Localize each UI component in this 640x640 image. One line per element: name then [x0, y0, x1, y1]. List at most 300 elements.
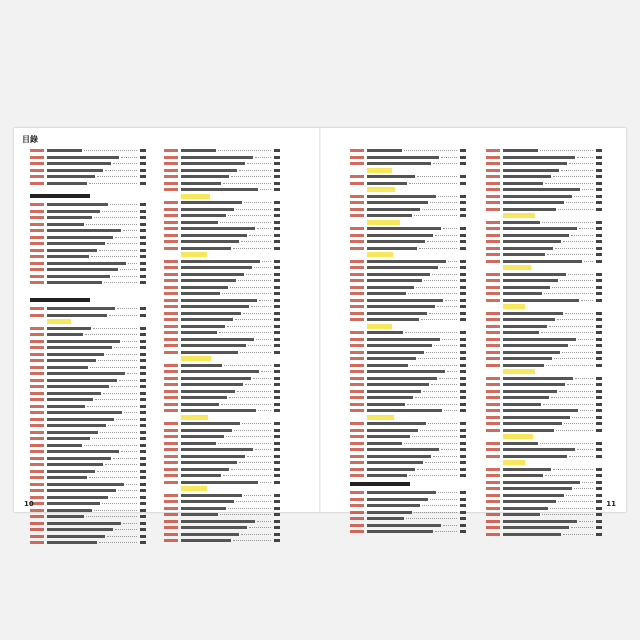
entry-number [350, 429, 364, 432]
entry-page [140, 515, 146, 518]
entry-text-placeholder [503, 474, 543, 477]
entry-text-placeholder [181, 338, 254, 341]
entry-text-placeholder [181, 486, 207, 491]
entry-number [486, 390, 500, 393]
entry-number [350, 435, 364, 438]
entry-page [140, 353, 146, 356]
entry-page [274, 500, 280, 503]
entry-text-placeholder [47, 379, 117, 382]
entry-text-placeholder [181, 403, 219, 406]
entry-text-placeholder [367, 474, 407, 477]
toc-entry [350, 298, 466, 303]
dot-leader [570, 345, 593, 347]
dot-leader [562, 352, 593, 354]
entry-page [140, 169, 146, 172]
entry-page [274, 390, 280, 393]
entry-page [596, 325, 602, 328]
toc-entry [30, 534, 146, 539]
entry-page [460, 442, 466, 445]
entry-text-placeholder [367, 504, 420, 507]
entry-page [140, 262, 146, 265]
toc-entry [164, 265, 280, 270]
toc-entry [164, 187, 280, 192]
entry-number [486, 162, 500, 165]
dot-leader [91, 256, 137, 258]
entry-text-placeholder [30, 194, 90, 198]
entry-text-placeholder [367, 448, 439, 451]
entry-text-placeholder [181, 292, 220, 295]
entry-number [30, 262, 44, 265]
entry-page [460, 409, 466, 412]
toc-entry [164, 337, 280, 342]
entry-page [596, 390, 602, 393]
toc-entry [30, 261, 146, 266]
dot-leader [249, 235, 271, 237]
entry-text-placeholder [367, 273, 430, 276]
entry-text-placeholder [503, 304, 525, 309]
entry-number [30, 242, 44, 245]
entry-number [30, 149, 44, 152]
entry-page [140, 203, 146, 206]
toc-entry [350, 473, 466, 478]
dot-leader [432, 274, 457, 276]
entry-number [164, 149, 178, 152]
entry-number [486, 299, 500, 302]
entry-text-placeholder [47, 203, 108, 206]
toc-entry [486, 148, 602, 153]
entry-page [596, 494, 602, 497]
entry-text-placeholder [367, 396, 413, 399]
entry-text-placeholder [47, 444, 82, 447]
entry-page [596, 344, 602, 347]
entry-text-placeholder [503, 169, 559, 172]
entry-text-placeholder [47, 398, 93, 401]
dot-leader [119, 380, 137, 382]
entry-page [596, 442, 602, 445]
entry-text-placeholder [367, 331, 403, 334]
toc-entry [350, 523, 466, 528]
dot-leader [553, 469, 593, 471]
toc-entry [350, 259, 466, 264]
entry-number [486, 169, 500, 172]
dot-leader [237, 391, 271, 393]
toc-column-3 [350, 148, 466, 536]
entry-text-placeholder [367, 279, 422, 282]
dot-leader [541, 332, 593, 334]
entry-number [164, 221, 178, 224]
toc-section-heading [164, 194, 280, 199]
entry-number [350, 409, 364, 412]
entry-text-placeholder [503, 195, 572, 198]
entry-text-placeholder [181, 383, 243, 386]
entry-number [350, 260, 364, 263]
toc-entry [164, 519, 280, 524]
toc-entry [486, 194, 602, 199]
dot-leader [545, 183, 593, 185]
entry-number [30, 372, 44, 375]
entry-number [30, 175, 44, 178]
dot-leader [431, 384, 457, 386]
toc-entry [350, 291, 466, 296]
entry-page [460, 338, 466, 341]
toc-entry [30, 313, 146, 318]
entry-text-placeholder [47, 385, 109, 388]
entry-page [274, 461, 280, 464]
entry-text-placeholder [47, 314, 107, 317]
dot-leader [550, 508, 593, 510]
entry-text-placeholder [181, 513, 218, 516]
toc-entry [486, 493, 602, 498]
dot-leader [84, 445, 137, 447]
entry-number [164, 474, 178, 477]
entry-text-placeholder [47, 333, 83, 336]
entry-text-placeholder [503, 396, 549, 399]
entry-page [460, 305, 466, 308]
entry-page [460, 468, 466, 471]
toc-entry [486, 382, 602, 387]
entry-number [350, 396, 364, 399]
entry-page [596, 500, 602, 503]
dot-leader [123, 230, 137, 232]
entry-page [274, 260, 280, 263]
entry-text-placeholder [181, 344, 246, 347]
toc-entry [164, 395, 280, 400]
entry-text-placeholder [503, 526, 569, 529]
entry-page [596, 474, 602, 477]
dot-leader [579, 521, 593, 523]
entry-number [350, 279, 364, 282]
entry-number [30, 379, 44, 382]
entry-page [460, 422, 466, 425]
dot-leader [121, 157, 137, 159]
entry-text-placeholder [47, 502, 100, 505]
toc-entry [350, 441, 466, 446]
dot-leader [566, 202, 593, 204]
entry-number [30, 398, 44, 401]
toc-entry [350, 207, 466, 212]
entry-text-placeholder [503, 442, 538, 445]
entry-number [486, 520, 500, 523]
entry-text-placeholder [503, 279, 558, 282]
toc-entry [350, 330, 466, 335]
entry-page [596, 292, 602, 295]
toc-entry [350, 350, 466, 355]
dot-leader [558, 209, 593, 211]
dot-leader [542, 222, 593, 224]
entry-page [596, 468, 602, 471]
toc-entry [164, 207, 280, 212]
entry-text-placeholder [181, 442, 216, 445]
toc-entry [30, 475, 146, 480]
toc-entry [30, 482, 146, 487]
entry-number [486, 344, 500, 347]
entry-number [30, 255, 44, 258]
entry-page [140, 372, 146, 375]
entry-page [596, 520, 602, 523]
entry-text-placeholder [503, 357, 552, 360]
entry-text-placeholder [47, 169, 103, 172]
toc-entry [164, 291, 280, 296]
toc-entry [350, 382, 466, 387]
toc-entry [350, 529, 466, 534]
entry-text-placeholder [367, 415, 394, 420]
toc-entry [164, 213, 280, 218]
entry-page [140, 249, 146, 252]
dot-leader [107, 243, 137, 245]
entry-page [460, 377, 466, 380]
entry-text-placeholder [367, 357, 416, 360]
entry-text-placeholder [47, 149, 82, 152]
entry-number [486, 383, 500, 386]
toc-entry [350, 356, 466, 361]
toc-entry [164, 376, 280, 381]
dot-leader [253, 378, 271, 380]
entry-number [350, 247, 364, 250]
toc-entry [486, 272, 602, 277]
entry-text-placeholder [181, 312, 241, 315]
entry-number [350, 273, 364, 276]
entry-text-placeholder [181, 461, 237, 464]
entry-page [460, 403, 466, 406]
toc-entry [486, 330, 602, 335]
entry-number [486, 312, 500, 315]
entry-text-placeholder [503, 460, 525, 465]
dot-leader [224, 365, 271, 367]
entry-page [274, 318, 280, 321]
entry-page [274, 338, 280, 341]
dot-leader [407, 404, 457, 406]
toc-entry [486, 161, 602, 166]
entry-number [486, 273, 500, 276]
entry-text-placeholder [503, 265, 531, 270]
entry-text-placeholder [367, 292, 406, 295]
entry-page [140, 444, 146, 447]
dot-leader [437, 306, 457, 308]
entry-text-placeholder [503, 422, 562, 425]
entry-number [164, 507, 178, 510]
toc-entry [350, 317, 466, 322]
entry-page [460, 234, 466, 237]
dot-leader [540, 150, 593, 152]
entry-text-placeholder [47, 346, 112, 349]
dot-leader [557, 319, 593, 321]
entry-number [164, 383, 178, 386]
toc-section-heading [486, 265, 602, 270]
entry-number [350, 182, 364, 185]
toc-entry [164, 239, 280, 244]
dot-leader [419, 248, 457, 250]
dot-leader [223, 183, 271, 185]
toc-entry [486, 291, 602, 296]
toc-entry [350, 233, 466, 238]
entry-number [486, 481, 500, 484]
dot-leader [262, 261, 271, 263]
entry-text-placeholder [181, 474, 221, 477]
entry-number [350, 422, 364, 425]
entry-page [596, 286, 602, 289]
dot-leader [414, 512, 457, 514]
toc-entry [486, 389, 602, 394]
entry-text-placeholder [503, 182, 543, 185]
toc-entry [486, 226, 602, 231]
entry-text-placeholder [367, 491, 436, 494]
toc-entry [486, 298, 602, 303]
toc-section-heading [486, 213, 602, 218]
entry-page [596, 188, 602, 191]
toc-entry [30, 332, 146, 337]
entry-number [164, 214, 178, 217]
toc-entry [30, 155, 146, 160]
dot-leader [218, 443, 271, 445]
entry-page [274, 409, 280, 412]
entry-page [274, 539, 280, 542]
entry-text-placeholder [367, 422, 426, 425]
toc-title: 目錄 [22, 135, 38, 144]
entry-page [460, 474, 466, 477]
entry-page [274, 247, 280, 250]
toc-entry [350, 510, 466, 515]
entry-number [30, 275, 44, 278]
entry-page [274, 188, 280, 191]
dot-leader [404, 443, 457, 445]
toc-entry [30, 378, 146, 383]
dot-leader [568, 274, 593, 276]
entry-page [596, 162, 602, 165]
entry-page [140, 418, 146, 421]
toc-entry [350, 239, 466, 244]
entry-text-placeholder [47, 223, 84, 226]
entry-page [596, 429, 602, 432]
toc-entry [486, 207, 602, 212]
toc-entry [350, 213, 466, 218]
entry-number [164, 520, 178, 523]
entry-number [30, 281, 44, 284]
toc-entry [30, 410, 146, 415]
dot-leader [406, 518, 457, 520]
toc-entry [164, 168, 280, 173]
entry-page [596, 357, 602, 360]
dot-leader [440, 267, 457, 269]
entry-number [30, 223, 44, 226]
entry-number [350, 292, 364, 295]
entry-page [596, 169, 602, 172]
toc-entry [164, 499, 280, 504]
entry-text-placeholder [47, 242, 105, 245]
entry-page [460, 149, 466, 152]
toc-entry [350, 304, 466, 309]
dot-leader [441, 449, 457, 451]
entry-number [350, 468, 364, 471]
entry-number [350, 383, 364, 386]
toc-entry [486, 473, 602, 478]
toc-entry [164, 369, 280, 374]
toc-entry [486, 447, 602, 452]
entry-page [460, 383, 466, 386]
dot-leader [116, 419, 137, 421]
toc-entry [486, 278, 602, 283]
toc-entry [350, 174, 466, 179]
toc-entry [164, 148, 280, 153]
entry-text-placeholder [181, 415, 208, 420]
dot-leader [581, 300, 593, 302]
entry-page [596, 156, 602, 159]
entry-text-placeholder [181, 507, 226, 510]
toc-entry [30, 306, 146, 311]
dot-leader [105, 170, 137, 172]
entry-number [350, 195, 364, 198]
entry-page [460, 370, 466, 373]
toc-entry [164, 278, 280, 283]
entry-text-placeholder [503, 338, 576, 341]
entry-page [274, 227, 280, 230]
entry-text-placeholder [181, 539, 231, 542]
dot-leader [231, 176, 271, 178]
entry-text-placeholder [47, 535, 105, 538]
entry-number [350, 357, 364, 360]
entry-page [274, 201, 280, 204]
entry-page [274, 162, 280, 165]
entry-page [274, 403, 280, 406]
toc-entry [486, 480, 602, 485]
toc-entry [30, 235, 146, 240]
dot-leader [89, 183, 137, 185]
entry-page [274, 364, 280, 367]
entry-number [30, 522, 44, 525]
entry-number [350, 201, 364, 204]
toc-entry [30, 202, 146, 207]
toc-entry [164, 441, 280, 446]
entry-text-placeholder [503, 201, 564, 204]
entry-page [460, 351, 466, 354]
toc-entry [30, 222, 146, 227]
entry-number [164, 286, 178, 289]
entry-page [460, 175, 466, 178]
entry-page [140, 236, 146, 239]
toc-entry [350, 337, 466, 342]
entry-text-placeholder [181, 318, 233, 321]
dot-leader [106, 354, 137, 356]
toc-section-heading [350, 252, 466, 257]
toc-entry [486, 376, 602, 381]
toc-entry [350, 363, 466, 368]
entry-text-placeholder [181, 156, 253, 159]
dot-leader [124, 412, 137, 414]
entry-number [486, 448, 500, 451]
dot-leader [254, 267, 271, 269]
dot-leader [223, 475, 271, 477]
entry-number [486, 195, 500, 198]
toc-entry [164, 434, 280, 439]
entry-number [30, 463, 44, 466]
entry-page [274, 182, 280, 185]
entry-number [30, 496, 44, 499]
entry-page [460, 201, 466, 204]
dot-leader [404, 150, 457, 152]
toc-entry [164, 298, 280, 303]
toc-entry [164, 343, 280, 348]
entry-page [596, 513, 602, 516]
entry-page [460, 448, 466, 451]
entry-text-placeholder [47, 268, 118, 271]
toc-entry [486, 532, 602, 537]
dot-leader [442, 339, 457, 341]
toc-entry [486, 337, 602, 342]
entry-page [140, 385, 146, 388]
dot-leader [261, 371, 271, 373]
entry-text-placeholder [367, 175, 415, 178]
toc-entry [30, 527, 146, 532]
toc-entry [486, 428, 602, 433]
